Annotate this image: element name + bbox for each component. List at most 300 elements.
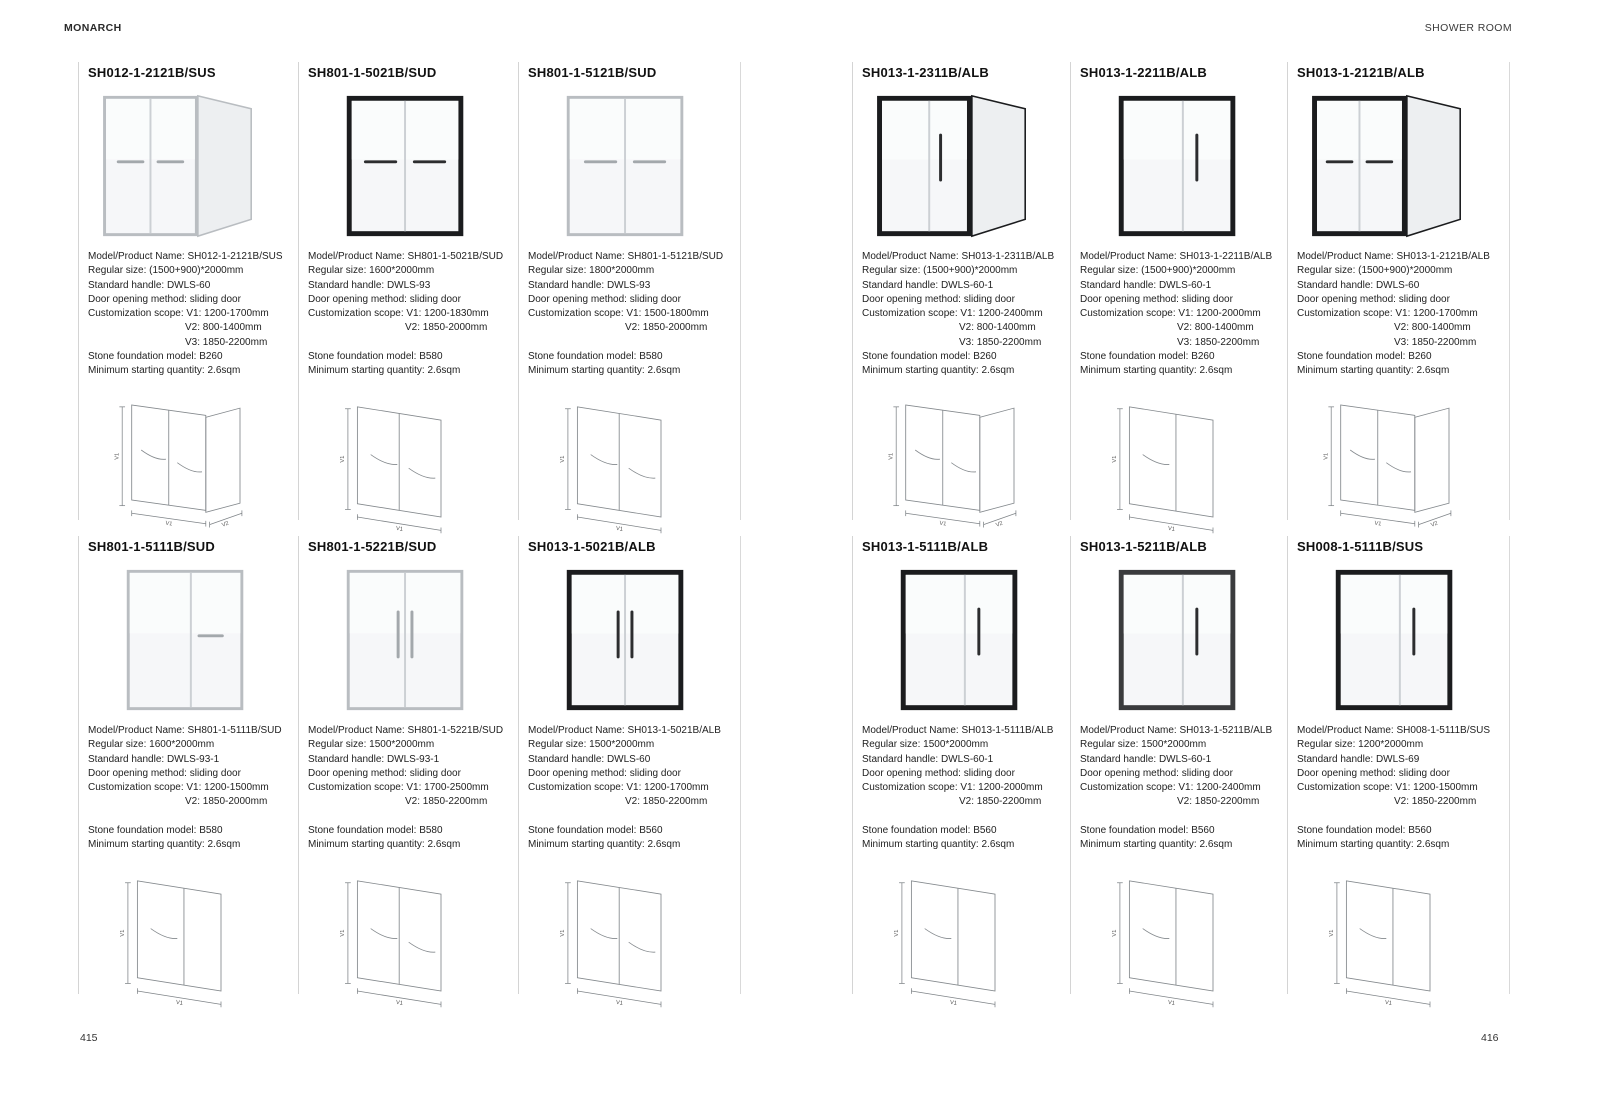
customization-first-value: V1: 1500-1800mm (626, 308, 709, 320)
spec-value-min-quantity: 2.6sqm (207, 365, 241, 377)
customization-line: V3: 1850-2200mm (959, 336, 1042, 348)
spec-value-model: SH801-1-5221B/SUD (407, 725, 504, 736)
spec-value-door-opening: sliding door (963, 767, 1015, 779)
spec-value-door-opening: sliding door (1398, 767, 1450, 779)
spec-label-regular-size: Regular size: (528, 265, 587, 277)
spec-customization (88, 307, 300, 350)
customization-first-line (308, 307, 520, 321)
spec-regular-size (88, 738, 300, 752)
product-illustration (88, 88, 288, 246)
spec-label-standard-handle: Standard handle: (528, 753, 605, 765)
spec-standard-handle (1297, 279, 1509, 293)
spec-value-regular-size: 1600*2000mm (369, 265, 435, 277)
customization-first-line (528, 781, 740, 795)
spec-label-customization: Customization scope: (862, 308, 958, 320)
section-title: SHOWER ROOM (1424, 22, 1512, 34)
product-image (308, 82, 520, 250)
spec-stone-foundation (88, 350, 300, 364)
tech-drawing (308, 862, 520, 1010)
spec-label-standard-handle: Standard handle: (1297, 279, 1374, 291)
spec-value-standard-handle: DWLS-93 (606, 279, 651, 291)
customization-first-line (1297, 781, 1509, 795)
spec-stone-foundation (862, 350, 1074, 364)
customization-first-value: V1: 1700-2500mm (406, 782, 489, 794)
product-illustration (862, 562, 1062, 720)
spec-label-customization: Customization scope: (88, 782, 184, 794)
product-cell (1287, 62, 1510, 529)
spec-regular-size (1297, 738, 1509, 752)
spec-value-stone-foundation: B560 (973, 825, 997, 837)
spec-value-model: SH008-1-5111B/SUS (1396, 725, 1491, 736)
tech-drawing (862, 388, 1074, 536)
spec-label-stone-foundation: Stone foundation model: (1080, 825, 1189, 837)
customization-first-line (88, 307, 300, 321)
spec-value-min-quantity: 2.6sqm (1416, 365, 1450, 377)
spec-label-min-quantity: Minimum starting quantity: (88, 365, 205, 377)
spec-label-stone-foundation: Stone foundation model: (862, 351, 971, 363)
product-image (1080, 82, 1292, 250)
svg-text:V1: V1 (340, 929, 347, 937)
spec-value-regular-size: (1500+900)*2000mm (923, 265, 1018, 277)
spec-stone-foundation (1297, 824, 1509, 838)
spec-min-quantity (1297, 364, 1509, 378)
svg-text:V1: V1 (615, 525, 624, 533)
spec-door-opening (1297, 767, 1509, 781)
spec-value-regular-size: 1500*2000mm (589, 739, 655, 751)
spec-value-standard-handle: DWLS-93-1 (386, 753, 440, 765)
customization-line: V2: 1850-2200mm (625, 796, 708, 808)
product-title: SH013-1-5111B/ALB (862, 539, 989, 554)
customization-lines (1177, 321, 1292, 350)
customization-first-value: V1: 1200-2000mm (1178, 308, 1261, 320)
spec-label-standard-handle: Standard handle: (528, 279, 605, 291)
spec-label-door-opening: Door opening method: (528, 767, 627, 779)
svg-text:V1: V1 (560, 929, 567, 937)
spec-standard-handle (88, 279, 300, 293)
spec-value-min-quantity: 2.6sqm (427, 839, 461, 851)
spec-label-standard-handle: Standard handle: (88, 279, 165, 291)
product-title: SH801-1-5021B/SUD (308, 65, 437, 80)
svg-text:V2: V2 (221, 520, 230, 529)
spec-label-model: Model/Product Name: (528, 725, 625, 736)
product-specs (862, 250, 1074, 379)
spec-customization (1080, 781, 1292, 824)
product-specs (528, 724, 740, 853)
product-title: SH801-1-5121B/SUD (528, 65, 657, 80)
spec-label-model: Model/Product Name: (308, 251, 405, 262)
tech-drawing-illustration (528, 862, 718, 1008)
spec-door-opening (862, 767, 1074, 781)
product-cell (1070, 62, 1292, 533)
product-specs (308, 250, 520, 379)
spec-value-model: SH801-1-5121B/SUD (627, 251, 724, 262)
spec-label-standard-handle: Standard handle: (862, 753, 939, 765)
spec-customization (308, 781, 520, 824)
spec-label-model: Model/Product Name: (308, 725, 405, 736)
spec-stone-foundation (1297, 350, 1509, 364)
tech-drawing (1297, 862, 1509, 1010)
spec-customization (528, 307, 740, 350)
spec-label-regular-size: Regular size: (528, 739, 587, 751)
product-cell (78, 536, 300, 1007)
spec-customization (862, 781, 1074, 824)
spec-model (1297, 250, 1509, 264)
product-illustration (1297, 88, 1497, 246)
spec-label-min-quantity: Minimum starting quantity: (528, 365, 645, 377)
tech-drawing-illustration (862, 388, 1052, 534)
tech-drawing-illustration (1080, 388, 1270, 534)
product-illustration (308, 562, 508, 720)
spec-customization (1297, 307, 1509, 350)
spec-value-standard-handle: DWLS-69 (1375, 753, 1420, 765)
spec-label-model: Model/Product Name: (862, 251, 959, 262)
customization-first-line (88, 781, 300, 795)
spec-value-min-quantity: 2.6sqm (981, 365, 1015, 377)
spec-label-regular-size: Regular size: (1080, 739, 1139, 751)
spec-value-min-quantity: 2.6sqm (647, 839, 681, 851)
spec-model (862, 250, 1074, 264)
spec-regular-size (1080, 738, 1292, 752)
svg-text:V1: V1 (1323, 452, 1330, 460)
spec-value-model: SH013-1-5211B/ALB (1179, 725, 1273, 736)
spec-min-quantity (528, 838, 740, 852)
svg-text:V1: V1 (894, 929, 901, 937)
spec-value-regular-size: (1500+900)*2000mm (1358, 265, 1453, 277)
customization-line: V2: 1850-2200mm (1394, 796, 1477, 808)
tech-drawing (862, 862, 1074, 1010)
customization-first-value: V1: 1200-1500mm (1395, 782, 1478, 794)
customization-line: V2: 1850-2000mm (625, 322, 708, 334)
svg-text:V1: V1 (165, 520, 173, 528)
spec-door-opening (88, 767, 300, 781)
spec-label-regular-size: Regular size: (862, 265, 921, 277)
spec-label-min-quantity: Minimum starting quantity: (1080, 839, 1197, 851)
customization-first-value: V1: 1200-1830mm (406, 308, 489, 320)
spec-label-min-quantity: Minimum starting quantity: (1297, 365, 1414, 377)
svg-text:V2: V2 (995, 520, 1004, 529)
spec-model (528, 724, 740, 738)
spec-stone-foundation (88, 824, 300, 838)
product-cell (78, 62, 300, 529)
product-image (88, 82, 300, 250)
spec-min-quantity (88, 364, 300, 378)
product-image (528, 556, 740, 724)
spec-door-opening (1080, 293, 1292, 307)
spec-value-door-opening: sliding door (629, 293, 681, 305)
spec-label-stone-foundation: Stone foundation model: (88, 351, 197, 363)
product-image (308, 556, 520, 724)
spec-value-door-opening: sliding door (1181, 767, 1233, 779)
spec-stone-foundation (1080, 824, 1292, 838)
spec-value-model: SH013-1-5021B/ALB (627, 725, 721, 736)
svg-text:V1: V1 (1167, 525, 1176, 533)
spec-standard-handle (528, 753, 740, 767)
spec-value-model: SH013-1-2311B/ALB (961, 251, 1055, 262)
svg-text:V1: V1 (120, 929, 127, 937)
spec-label-door-opening: Door opening method: (862, 293, 961, 305)
spec-value-min-quantity: 2.6sqm (1199, 365, 1233, 377)
spec-value-regular-size: 1500*2000mm (1141, 739, 1207, 751)
spec-model (862, 724, 1074, 738)
tech-drawing (88, 388, 300, 536)
tech-drawing-illustration (1080, 862, 1270, 1008)
spec-label-customization: Customization scope: (1297, 308, 1393, 320)
spec-customization (862, 307, 1074, 350)
spec-model (1080, 724, 1292, 738)
spec-standard-handle (308, 753, 520, 767)
product-image (862, 556, 1074, 724)
product-cell (518, 62, 741, 533)
spec-value-min-quantity: 2.6sqm (427, 365, 461, 377)
customization-line: V2: 800-1400mm (1177, 322, 1254, 334)
customization-lines (1394, 795, 1509, 809)
spec-door-opening (1080, 767, 1292, 781)
spec-value-standard-handle: DWLS-93 (386, 279, 431, 291)
spec-value-stone-foundation: B260 (199, 351, 223, 363)
spec-stone-foundation (528, 824, 740, 838)
tech-drawing-illustration (528, 388, 718, 534)
spec-value-door-opening: sliding door (409, 767, 461, 779)
spec-label-stone-foundation: Stone foundation model: (88, 825, 197, 837)
tech-drawing-illustration (308, 862, 498, 1008)
spec-value-standard-handle: DWLS-60 (166, 279, 211, 291)
product-illustration (1080, 562, 1280, 720)
customization-lines (1394, 321, 1509, 350)
spec-regular-size (88, 264, 300, 278)
customization-line: V2: 1850-2000mm (185, 796, 268, 808)
tech-drawing-illustration (1297, 388, 1487, 534)
svg-text:V1: V1 (1112, 455, 1119, 463)
customization-first-value: V1: 1200-2400mm (960, 308, 1043, 320)
customization-line: V2: 800-1400mm (185, 322, 262, 334)
customization-first-line (528, 307, 740, 321)
spec-value-door-opening: sliding door (189, 767, 241, 779)
product-illustration (528, 562, 728, 720)
spec-value-min-quantity: 2.6sqm (981, 839, 1015, 851)
spec-label-standard-handle: Standard handle: (862, 279, 939, 291)
product-specs (1080, 724, 1292, 853)
product-title: SH013-1-5211B/ALB (1080, 539, 1207, 554)
spec-value-standard-handle: DWLS-60 (1375, 279, 1420, 291)
spec-min-quantity (308, 838, 520, 852)
spec-value-min-quantity: 2.6sqm (1199, 839, 1233, 851)
spec-label-customization: Customization scope: (308, 308, 404, 320)
spec-regular-size (308, 264, 520, 278)
spec-door-opening (528, 293, 740, 307)
product-cell (1070, 536, 1292, 1007)
spec-model (1297, 724, 1509, 738)
customization-line: V3: 1850-2200mm (1177, 336, 1260, 348)
svg-text:V1: V1 (1112, 929, 1119, 937)
spec-regular-size (308, 738, 520, 752)
product-specs (862, 724, 1074, 853)
svg-text:V1: V1 (1167, 999, 1176, 1007)
spec-label-stone-foundation: Stone foundation model: (308, 351, 417, 363)
spec-min-quantity (1080, 364, 1292, 378)
spec-value-regular-size: 1500*2000mm (923, 739, 989, 751)
product-specs (88, 724, 300, 853)
product-title: SH013-1-5021B/ALB (528, 539, 656, 554)
spec-label-door-opening: Door opening method: (1297, 767, 1396, 779)
product-specs (1080, 250, 1292, 379)
spec-min-quantity (528, 364, 740, 378)
product-image (1297, 82, 1509, 250)
spec-min-quantity (1080, 838, 1292, 852)
spec-label-customization: Customization scope: (1080, 782, 1176, 794)
product-illustration (1080, 88, 1280, 246)
spec-value-stone-foundation: B260 (1191, 351, 1215, 363)
spec-label-door-opening: Door opening method: (88, 767, 187, 779)
spec-door-opening (88, 293, 300, 307)
spec-stone-foundation (308, 350, 520, 364)
spec-label-customization: Customization scope: (1080, 308, 1176, 320)
spec-label-regular-size: Regular size: (308, 739, 367, 751)
spec-customization (1080, 307, 1292, 350)
spec-value-model: SH801-1-5021B/SUD (407, 251, 504, 262)
tech-drawing-illustration (862, 862, 1052, 1008)
spec-regular-size (862, 264, 1074, 278)
product-title: SH013-1-2121B/ALB (1297, 65, 1425, 80)
tech-drawing (308, 388, 520, 536)
product-cell (1287, 536, 1510, 1007)
product-illustration (1297, 562, 1497, 720)
spec-value-door-opening: sliding door (629, 767, 681, 779)
svg-text:V1: V1 (888, 452, 895, 460)
spec-customization (1297, 781, 1509, 824)
brand-logo: MONARCH (64, 22, 122, 34)
spec-label-regular-size: Regular size: (88, 739, 147, 751)
page-number-left: 415 (80, 1032, 98, 1044)
product-specs (1297, 724, 1509, 853)
spec-label-stone-foundation: Stone foundation model: (1297, 351, 1406, 363)
customization-line: V2: 1850-2200mm (405, 796, 488, 808)
customization-lines (625, 321, 740, 335)
tech-drawing-illustration (88, 388, 278, 534)
spec-label-regular-size: Regular size: (88, 265, 147, 277)
spec-standard-handle (528, 279, 740, 293)
svg-text:V1: V1 (395, 525, 404, 533)
spec-label-min-quantity: Minimum starting quantity: (88, 839, 205, 851)
spec-value-min-quantity: 2.6sqm (1416, 839, 1450, 851)
spec-label-model: Model/Product Name: (528, 251, 625, 262)
customization-lines (185, 795, 300, 809)
customization-first-value: V1: 1200-2000mm (960, 782, 1043, 794)
spec-value-stone-foundation: B580 (419, 825, 443, 837)
spec-label-standard-handle: Standard handle: (1297, 753, 1374, 765)
spec-label-regular-size: Regular size: (1297, 265, 1356, 277)
spec-value-stone-foundation: B580 (199, 825, 223, 837)
spec-value-model: SH013-1-2211B/ALB (1179, 251, 1273, 262)
tech-drawing-illustration (88, 862, 278, 1008)
spec-label-min-quantity: Minimum starting quantity: (308, 839, 425, 851)
spec-label-regular-size: Regular size: (1080, 265, 1139, 277)
customization-lines (959, 795, 1074, 809)
tech-drawing-illustration (308, 388, 498, 534)
spec-value-stone-foundation: B560 (1408, 825, 1432, 837)
page-number-right: 416 (1481, 1032, 1499, 1044)
spec-value-stone-foundation: B260 (973, 351, 997, 363)
spec-label-standard-handle: Standard handle: (1080, 279, 1157, 291)
customization-line: V3: 1850-2200mm (1394, 336, 1477, 348)
spec-value-regular-size: (1500+900)*2000mm (1141, 265, 1236, 277)
svg-text:V1: V1 (939, 520, 947, 528)
customization-first-value: V1: 1200-1700mm (186, 308, 269, 320)
svg-text:V1: V1 (395, 999, 404, 1007)
customization-first-line (1080, 781, 1292, 795)
spec-label-door-opening: Door opening method: (308, 293, 407, 305)
spec-customization (88, 781, 300, 824)
customization-lines (959, 321, 1074, 350)
spec-standard-handle (1080, 753, 1292, 767)
spec-label-stone-foundation: Stone foundation model: (528, 825, 637, 837)
product-specs (88, 250, 300, 379)
svg-text:V1: V1 (175, 999, 184, 1007)
spec-label-customization: Customization scope: (1297, 782, 1393, 794)
spec-value-model: SH012-1-2121B/SUS (187, 251, 283, 262)
product-specs (1297, 250, 1509, 379)
svg-text:V1: V1 (949, 999, 958, 1007)
product-image (88, 556, 300, 724)
customization-line: V2: 1850-2200mm (959, 796, 1042, 808)
spec-model (528, 250, 740, 264)
svg-text:V2: V2 (1430, 520, 1439, 529)
spec-stone-foundation (308, 824, 520, 838)
spec-label-min-quantity: Minimum starting quantity: (862, 839, 979, 851)
spec-label-min-quantity: Minimum starting quantity: (308, 365, 425, 377)
customization-first-line (1080, 307, 1292, 321)
spec-label-customization: Customization scope: (308, 782, 404, 794)
spec-value-door-opening: sliding door (1398, 293, 1450, 305)
product-cell (852, 536, 1074, 1007)
spec-value-regular-size: 1200*2000mm (1358, 739, 1424, 751)
spec-stone-foundation (862, 824, 1074, 838)
spec-label-door-opening: Door opening method: (862, 767, 961, 779)
spec-value-standard-handle: DWLS-60 (606, 753, 651, 765)
spec-value-regular-size: 1500*2000mm (369, 739, 435, 751)
product-title: SH012-1-2121B/SUS (88, 65, 216, 80)
product-title: SH801-1-5221B/SUD (308, 539, 437, 554)
tech-drawing (1297, 388, 1509, 536)
spec-value-model: SH801-1-5111B/SUD (187, 725, 282, 736)
tech-drawing-illustration (1297, 862, 1487, 1008)
spec-standard-handle (88, 753, 300, 767)
spec-label-stone-foundation: Stone foundation model: (1297, 825, 1406, 837)
product-specs (308, 724, 520, 853)
spec-label-stone-foundation: Stone foundation model: (528, 351, 637, 363)
spec-label-regular-size: Regular size: (308, 265, 367, 277)
spec-label-model: Model/Product Name: (1297, 251, 1394, 262)
customization-first-value: V1: 1200-2400mm (1178, 782, 1261, 794)
spec-label-standard-handle: Standard handle: (88, 753, 165, 765)
customization-line: V2: 1850-2000mm (405, 322, 488, 334)
spec-regular-size (528, 738, 740, 752)
spec-standard-handle (862, 279, 1074, 293)
product-title: SH013-1-2311B/ALB (862, 65, 989, 80)
spec-standard-handle (862, 753, 1074, 767)
spec-min-quantity (1297, 838, 1509, 852)
spec-door-opening (308, 293, 520, 307)
spec-value-standard-handle: DWLS-60-1 (1158, 279, 1212, 291)
spec-label-model: Model/Product Name: (862, 725, 959, 736)
product-specs (528, 250, 740, 379)
spec-model (88, 724, 300, 738)
spec-label-min-quantity: Minimum starting quantity: (862, 365, 979, 377)
spec-label-standard-handle: Standard handle: (308, 279, 385, 291)
customization-lines (405, 321, 520, 335)
customization-first-line (1297, 307, 1509, 321)
spec-model (308, 250, 520, 264)
spec-model (1080, 250, 1292, 264)
